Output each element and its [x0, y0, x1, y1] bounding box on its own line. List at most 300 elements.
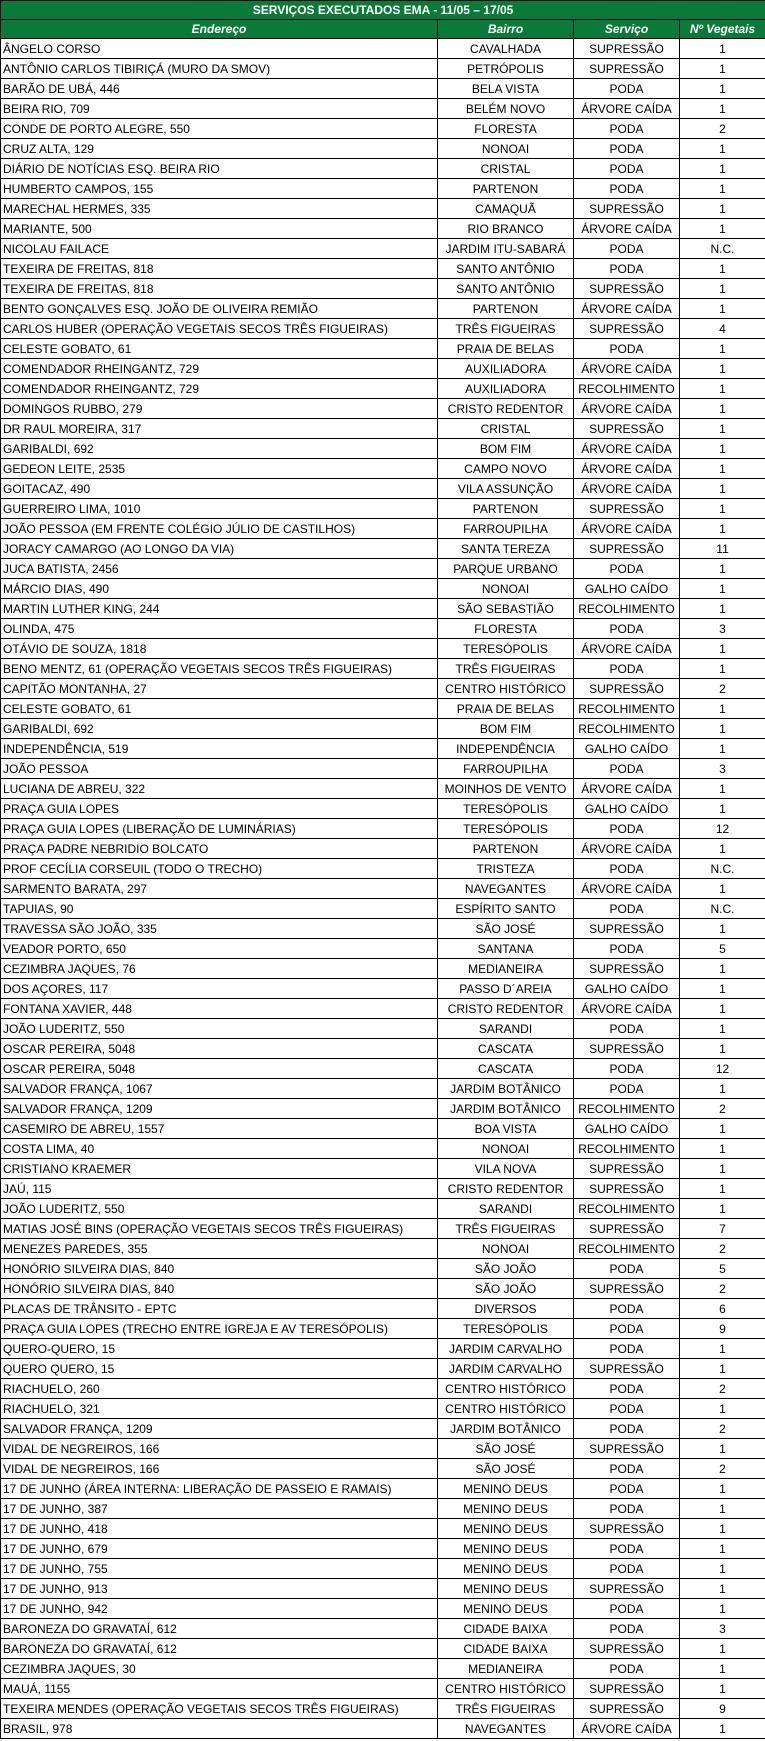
- cell-vegetais: 1: [680, 99, 765, 119]
- cell-endereco: PLACAS DE TRÂNSITO - EPTC: [1, 1299, 438, 1319]
- cell-servico: PODA: [574, 1059, 680, 1079]
- table-row: [1, 1019, 765, 1039]
- cell-vegetais: 1: [680, 1639, 765, 1659]
- cell-vegetais: 1: [680, 299, 765, 319]
- table-row: [1, 999, 765, 1019]
- cell-servico: ÁRVORE CAÍDA: [574, 639, 680, 659]
- cell-bairro: PASSO D´AREIA: [438, 979, 574, 999]
- cell-servico: SUPRESSÃO: [574, 499, 680, 519]
- cell-endereco: OSCAR PEREIRA, 5048: [1, 1039, 438, 1059]
- cell-endereco: BARÃO DE UBÁ, 446: [1, 79, 438, 99]
- cell-bairro: NONOAI: [438, 1239, 574, 1259]
- table-row: [1, 1379, 765, 1399]
- cell-endereco: JUCA BATISTA, 2456: [1, 559, 438, 579]
- cell-vegetais: 1: [680, 519, 765, 539]
- cell-endereco: TEXEIRA DE FREITAS, 818: [1, 279, 438, 299]
- table-row: [1, 799, 765, 819]
- cell-servico: ÁRVORE CAÍDA: [574, 839, 680, 859]
- cell-servico: PODA: [574, 1539, 680, 1559]
- table-title: SERVIÇOS EXECUTADOS EMA - 11/05 – 17/05: [1, 1, 765, 20]
- table-row: [1, 359, 765, 379]
- table-row: [1, 1519, 765, 1539]
- cell-bairro: CRISTAL: [438, 159, 574, 179]
- cell-servico: ÁRVORE CAÍDA: [574, 399, 680, 419]
- cell-endereco: PRAÇA GUIA LOPES (LIBERAÇÃO DE LUMINÁRIAS): [1, 819, 438, 839]
- title-row: [1, 1, 765, 20]
- cell-servico: PODA: [574, 339, 680, 359]
- table-row: [1, 1139, 765, 1159]
- cell-endereco: DOS AÇORES, 117: [1, 979, 438, 999]
- table-row: [1, 1319, 765, 1339]
- cell-vegetais: 1: [680, 419, 765, 439]
- cell-vegetais: 2: [680, 679, 765, 699]
- table-row: [1, 1039, 765, 1059]
- cell-endereco: MARTIN LUTHER KING, 244: [1, 599, 438, 619]
- table-row: [1, 459, 765, 479]
- cell-servico: PODA: [574, 1319, 680, 1339]
- cell-servico: SUPRESSÃO: [574, 1359, 680, 1379]
- cell-servico: SUPRESSÃO: [574, 959, 680, 979]
- table-row: [1, 619, 765, 639]
- cell-bairro: BELÉM NOVO: [438, 99, 574, 119]
- cell-vegetais: 1: [680, 1599, 765, 1619]
- cell-bairro: JARDIM BOTÂNICO: [438, 1079, 574, 1099]
- cell-endereco: DOMINGOS RUBBO, 279: [1, 399, 438, 419]
- cell-servico: PODA: [574, 259, 680, 279]
- cell-servico: PODA: [574, 1499, 680, 1519]
- cell-vegetais: 1: [680, 499, 765, 519]
- table-row: [1, 379, 765, 399]
- column-header-servico: Serviço: [574, 20, 680, 39]
- cell-bairro: CRISTO REDENTOR: [438, 999, 574, 1019]
- table-row: [1, 1499, 765, 1519]
- cell-vegetais: 1: [680, 1019, 765, 1039]
- cell-servico: PODA: [574, 939, 680, 959]
- table-row: [1, 1699, 765, 1719]
- header-row: [1, 20, 765, 39]
- cell-bairro: SÃO JOSÉ: [438, 919, 574, 939]
- cell-endereco: MATIAS JOSÉ BINS (OPERAÇÃO VEGETAIS SECOS TRÊS FIGUEIRAS): [1, 1219, 438, 1239]
- cell-servico: ÁRVORE CAÍDA: [574, 1719, 680, 1739]
- cell-bairro: BELA VISTA: [438, 79, 574, 99]
- cell-vegetais: N.C.: [680, 239, 765, 259]
- table-row: [1, 1299, 765, 1319]
- cell-endereco: PRAÇA GUIA LOPES: [1, 799, 438, 819]
- table-row: [1, 139, 765, 159]
- table-row: [1, 399, 765, 419]
- cell-endereco: 17 DE JUNHO, 387: [1, 1499, 438, 1519]
- cell-bairro: CASCATA: [438, 1039, 574, 1059]
- table-row: [1, 1439, 765, 1459]
- cell-servico: GALHO CAÍDO: [574, 799, 680, 819]
- cell-bairro: TRISTEZA: [438, 859, 574, 879]
- cell-endereco: GARIBALDI, 692: [1, 439, 438, 459]
- cell-servico: PODA: [574, 659, 680, 679]
- table-row: [1, 1539, 765, 1559]
- cell-endereco: HONÓRIO SILVEIRA DIAS, 840: [1, 1259, 438, 1279]
- table-row: [1, 59, 765, 79]
- cell-endereco: 17 DE JUNHO, 755: [1, 1559, 438, 1579]
- cell-bairro: SANTA TEREZA: [438, 539, 574, 559]
- cell-endereco: 17 DE JUNHO, 913: [1, 1579, 438, 1599]
- cell-bairro: TERESÓPOLIS: [438, 799, 574, 819]
- table-row: [1, 1219, 765, 1239]
- table-row: [1, 279, 765, 299]
- cell-endereco: BARONEZA DO GRAVATAÍ, 612: [1, 1639, 438, 1659]
- cell-endereco: BRASIL, 978: [1, 1719, 438, 1739]
- cell-vegetais: 1: [680, 999, 765, 1019]
- table-row: [1, 199, 765, 219]
- cell-vegetais: 1: [680, 279, 765, 299]
- cell-endereco: BEIRA RIO, 709: [1, 99, 438, 119]
- cell-servico: PODA: [574, 1019, 680, 1039]
- cell-servico: PODA: [574, 759, 680, 779]
- cell-bairro: VILA ASSUNÇÃO: [438, 479, 574, 499]
- cell-bairro: MENINO DEUS: [438, 1539, 574, 1559]
- cell-endereco: JOÃO PESSOA (EM FRENTE COLÉGIO JÚLIO DE CASTILHOS): [1, 519, 438, 539]
- cell-servico: PODA: [574, 1399, 680, 1419]
- cell-servico: PODA: [574, 1559, 680, 1579]
- cell-endereco: CONDE DE PORTO ALEGRE, 550: [1, 119, 438, 139]
- cell-bairro: FLORESTA: [438, 119, 574, 139]
- cell-endereco: GARIBALDI, 692: [1, 719, 438, 739]
- cell-servico: SUPRESSÃO: [574, 419, 680, 439]
- table-row: [1, 519, 765, 539]
- cell-servico: PODA: [574, 1419, 680, 1439]
- cell-endereco: CELESTE GOBATO, 61: [1, 339, 438, 359]
- cell-bairro: AUXILIADORA: [438, 359, 574, 379]
- cell-servico: GALHO CAÍDO: [574, 979, 680, 999]
- cell-endereco: QUERO QUERO, 15: [1, 1359, 438, 1379]
- cell-bairro: CENTRO HISTÓRICO: [438, 1399, 574, 1419]
- cell-servico: SUPRESSÃO: [574, 1699, 680, 1719]
- cell-servico: PODA: [574, 139, 680, 159]
- cell-vegetais: 2: [680, 1379, 765, 1399]
- cell-bairro: NAVEGANTES: [438, 879, 574, 899]
- cell-bairro: BOM FIM: [438, 439, 574, 459]
- cell-bairro: PARTENON: [438, 299, 574, 319]
- table-row: [1, 859, 765, 879]
- cell-bairro: CIDADE BAIXA: [438, 1619, 574, 1639]
- cell-vegetais: 3: [680, 619, 765, 639]
- cell-endereco: PROF CECÍLIA CORSEUIL (TODO O TRECHO): [1, 859, 438, 879]
- cell-vegetais: 1: [680, 559, 765, 579]
- cell-servico: GALHO CAÍDO: [574, 1119, 680, 1139]
- cell-endereco: FONTANA XAVIER, 448: [1, 999, 438, 1019]
- cell-bairro: BOM FIM: [438, 719, 574, 739]
- cell-vegetais: 2: [680, 1279, 765, 1299]
- cell-vegetais: 1: [680, 799, 765, 819]
- table-row: [1, 119, 765, 139]
- cell-vegetais: N.C.: [680, 899, 765, 919]
- cell-bairro: SÃO JOSÉ: [438, 1459, 574, 1479]
- table-row: [1, 719, 765, 739]
- cell-endereco: SALVADOR FRANÇA, 1067: [1, 1079, 438, 1099]
- cell-vegetais: 6: [680, 1299, 765, 1319]
- cell-endereco: CEZIMBRA JAQUES, 76: [1, 959, 438, 979]
- table-row: [1, 419, 765, 439]
- cell-vegetais: 1: [680, 1559, 765, 1579]
- cell-endereco: TEXEIRA MENDES (OPERAÇÃO VEGETAIS SECOS TRÊS FIGUEIRAS): [1, 1699, 438, 1719]
- cell-vegetais: 1: [680, 779, 765, 799]
- cell-servico: RECOLHIMENTO: [574, 1099, 680, 1119]
- cell-vegetais: 1: [680, 1519, 765, 1539]
- cell-bairro: FARROUPILHA: [438, 759, 574, 779]
- cell-bairro: NONOAI: [438, 579, 574, 599]
- cell-servico: PODA: [574, 119, 680, 139]
- table-row: [1, 599, 765, 619]
- table-row: [1, 899, 765, 919]
- cell-endereco: PRAÇA GUIA LOPES (TRECHO ENTRE IGREJA E AV TERESÓPOLIS): [1, 1319, 438, 1339]
- cell-bairro: VILA NOVA: [438, 1159, 574, 1179]
- table-row: [1, 639, 765, 659]
- cell-endereco: HUMBERTO CAMPOS, 155: [1, 179, 438, 199]
- cell-vegetais: 1: [680, 399, 765, 419]
- table-row: [1, 299, 765, 319]
- cell-servico: ÁRVORE CAÍDA: [574, 879, 680, 899]
- cell-servico: ÁRVORE CAÍDA: [574, 439, 680, 459]
- cell-endereco: RIACHUELO, 260: [1, 1379, 438, 1399]
- cell-servico: PODA: [574, 619, 680, 639]
- cell-vegetais: 1: [680, 219, 765, 239]
- cell-endereco: PRAÇA PADRE NEBRIDIO BOLCATO: [1, 839, 438, 859]
- cell-endereco: SARMENTO BARATA, 297: [1, 879, 438, 899]
- cell-bairro: MEDIANEIRA: [438, 959, 574, 979]
- cell-servico: ÁRVORE CAÍDA: [574, 479, 680, 499]
- cell-vegetais: 1: [680, 459, 765, 479]
- cell-vegetais: 1: [680, 139, 765, 159]
- table-row: [1, 939, 765, 959]
- cell-endereco: CRISTIANO KRAEMER: [1, 1159, 438, 1179]
- table-row: [1, 759, 765, 779]
- cell-vegetais: 2: [680, 1239, 765, 1259]
- table-row: [1, 179, 765, 199]
- cell-bairro: DIVERSOS: [438, 1299, 574, 1319]
- table-row: [1, 679, 765, 699]
- cell-bairro: JARDIM BOTÂNICO: [438, 1099, 574, 1119]
- cell-servico: SUPRESSÃO: [574, 1039, 680, 1059]
- cell-endereco: BENTO GONÇALVES ESQ. JOÃO DE OLIVEIRA REMIÃO: [1, 299, 438, 319]
- cell-bairro: JARDIM CARVALHO: [438, 1359, 574, 1379]
- cell-servico: PODA: [574, 179, 680, 199]
- cell-vegetais: 1: [680, 359, 765, 379]
- cell-bairro: MENINO DEUS: [438, 1579, 574, 1599]
- table-row: [1, 1339, 765, 1359]
- cell-bairro: FLORESTA: [438, 619, 574, 639]
- cell-servico: PODA: [574, 1599, 680, 1619]
- cell-endereco: MARECHAL HERMES, 335: [1, 199, 438, 219]
- cell-endereco: 17 DE JUNHO (ÁREA INTERNA: LIBERAÇÃO DE PASSEIO E RAMAIS): [1, 1479, 438, 1499]
- table-row: [1, 1579, 765, 1599]
- cell-bairro: SÃO JOSÉ: [438, 1439, 574, 1459]
- cell-bairro: NONOAI: [438, 1139, 574, 1159]
- table-row: [1, 739, 765, 759]
- table-row: [1, 1159, 765, 1179]
- cell-servico: PODA: [574, 1379, 680, 1399]
- table-row: [1, 1279, 765, 1299]
- cell-servico: GALHO CAÍDO: [574, 739, 680, 759]
- table-row: [1, 479, 765, 499]
- cell-bairro: MEDIANEIRA: [438, 1659, 574, 1679]
- cell-vegetais: 3: [680, 1619, 765, 1639]
- cell-vegetais: 4: [680, 319, 765, 339]
- cell-servico: ÁRVORE CAÍDA: [574, 779, 680, 799]
- cell-endereco: CARLOS HUBER (OPERAÇÃO VEGETAIS SECOS TRÊS FIGUEIRAS): [1, 319, 438, 339]
- cell-servico: SUPRESSÃO: [574, 1519, 680, 1539]
- cell-servico: SUPRESSÃO: [574, 1639, 680, 1659]
- cell-bairro: JARDIM ITU-SABARÁ: [438, 239, 574, 259]
- table-row: [1, 879, 765, 899]
- cell-vegetais: 1: [680, 719, 765, 739]
- cell-vegetais: 1: [680, 1579, 765, 1599]
- cell-servico: RECOLHIMENTO: [574, 1139, 680, 1159]
- cell-vegetais: 2: [680, 1459, 765, 1479]
- table-row: [1, 819, 765, 839]
- table-row: [1, 579, 765, 599]
- cell-endereco: MARIANTE, 500: [1, 219, 438, 239]
- cell-vegetais: 1: [680, 1439, 765, 1459]
- table-row: [1, 559, 765, 579]
- cell-servico: GALHO CAÍDO: [574, 579, 680, 599]
- cell-servico: ÁRVORE CAÍDA: [574, 459, 680, 479]
- cell-servico: SUPRESSÃO: [574, 59, 680, 79]
- table-row: [1, 319, 765, 339]
- table-row: [1, 1659, 765, 1679]
- cell-servico: SUPRESSÃO: [574, 39, 680, 59]
- table-row: [1, 659, 765, 679]
- cell-servico: ÁRVORE CAÍDA: [574, 299, 680, 319]
- cell-endereco: GEDEON LEITE, 2535: [1, 459, 438, 479]
- column-header-endereco: Endereço: [1, 20, 438, 39]
- cell-bairro: SÃO JOÃO: [438, 1259, 574, 1279]
- table-row: [1, 1079, 765, 1099]
- table-row: [1, 1059, 765, 1079]
- table-row: [1, 1199, 765, 1219]
- cell-endereco: BARONEZA DO GRAVATAÍ, 612: [1, 1619, 438, 1639]
- cell-vegetais: 1: [680, 1719, 765, 1739]
- table-row: [1, 239, 765, 259]
- cell-vegetais: 1: [680, 1659, 765, 1679]
- cell-endereco: OSCAR PEREIRA, 5048: [1, 1059, 438, 1079]
- cell-servico: PODA: [574, 159, 680, 179]
- cell-endereco: DR RAUL MOREIRA, 317: [1, 419, 438, 439]
- cell-vegetais: 1: [680, 599, 765, 619]
- cell-bairro: PETRÓPOLIS: [438, 59, 574, 79]
- cell-endereco: LUCIANA DE ABREU, 322: [1, 779, 438, 799]
- cell-bairro: AUXILIADORA: [438, 379, 574, 399]
- cell-vegetais: 1: [680, 579, 765, 599]
- cell-endereco: MENEZES PAREDES, 355: [1, 1239, 438, 1259]
- table-row: [1, 699, 765, 719]
- cell-bairro: TRÊS FIGUEIRAS: [438, 659, 574, 679]
- cell-vegetais: 2: [680, 119, 765, 139]
- cell-servico: ÁRVORE CAÍDA: [574, 99, 680, 119]
- cell-servico: PODA: [574, 1339, 680, 1359]
- cell-endereco: VIDAL DE NEGREIROS, 166: [1, 1439, 438, 1459]
- cell-servico: SUPRESSÃO: [574, 1579, 680, 1599]
- cell-endereco: COMENDADOR RHEINGANTZ, 729: [1, 379, 438, 399]
- cell-endereco: VEADOR PORTO, 650: [1, 939, 438, 959]
- cell-endereco: CAPITÃO MONTANHA, 27: [1, 679, 438, 699]
- cell-endereco: QUERO-QUERO, 15: [1, 1339, 438, 1359]
- cell-servico: RECOLHIMENTO: [574, 719, 680, 739]
- cell-bairro: TERESÓPOLIS: [438, 819, 574, 839]
- cell-servico: PODA: [574, 899, 680, 919]
- table-row: [1, 1119, 765, 1139]
- table-row: [1, 1679, 765, 1699]
- table-row: [1, 1399, 765, 1419]
- cell-vegetais: 1: [680, 39, 765, 59]
- cell-servico: ÁRVORE CAÍDA: [574, 359, 680, 379]
- cell-vegetais: 1: [680, 1179, 765, 1199]
- cell-vegetais: 1: [680, 79, 765, 99]
- cell-servico: RECOLHIMENTO: [574, 1199, 680, 1219]
- table-row: [1, 979, 765, 999]
- table-row: [1, 99, 765, 119]
- cell-bairro: CAMAQUÃ: [438, 199, 574, 219]
- cell-servico: PODA: [574, 1479, 680, 1499]
- cell-servico: SUPRESSÃO: [574, 1439, 680, 1459]
- table-row: [1, 1459, 765, 1479]
- cell-servico: SUPRESSÃO: [574, 279, 680, 299]
- table-row: [1, 499, 765, 519]
- cell-bairro: NONOAI: [438, 139, 574, 159]
- cell-vegetais: 5: [680, 1259, 765, 1279]
- cell-bairro: CRISTAL: [438, 419, 574, 439]
- cell-vegetais: 12: [680, 1059, 765, 1079]
- cell-servico: RECOLHIMENTO: [574, 1239, 680, 1259]
- table-row: [1, 1099, 765, 1119]
- cell-bairro: CENTRO HISTÓRICO: [438, 1679, 574, 1699]
- cell-endereco: MÁRCIO DIAS, 490: [1, 579, 438, 599]
- table-row: [1, 959, 765, 979]
- cell-endereco: DIÁRIO DE NOTÍCIAS ESQ. BEIRA RIO: [1, 159, 438, 179]
- column-header-bairro: Bairro: [438, 20, 574, 39]
- cell-servico: RECOLHIMENTO: [574, 379, 680, 399]
- cell-bairro: CAMPO NOVO: [438, 459, 574, 479]
- table-row: [1, 1599, 765, 1619]
- table-row: [1, 1359, 765, 1379]
- cell-endereco: CELESTE GOBATO, 61: [1, 699, 438, 719]
- cell-endereco: CEZIMBRA JAQUES, 30: [1, 1659, 438, 1679]
- cell-endereco: CRUZ ALTA, 129: [1, 139, 438, 159]
- cell-bairro: CRISTO REDENTOR: [438, 1179, 574, 1199]
- cell-endereco: JOÃO LUDERITZ, 550: [1, 1019, 438, 1039]
- cell-endereco: GOITACAZ, 490: [1, 479, 438, 499]
- cell-bairro: PARQUE URBANO: [438, 559, 574, 579]
- cell-bairro: CENTRO HISTÓRICO: [438, 679, 574, 699]
- table-row: [1, 919, 765, 939]
- cell-servico: SUPRESSÃO: [574, 539, 680, 559]
- cell-vegetais: 2: [680, 1419, 765, 1439]
- cell-endereco: COSTA LIMA, 40: [1, 1139, 438, 1159]
- table-row: [1, 159, 765, 179]
- cell-servico: SUPRESSÃO: [574, 1159, 680, 1179]
- cell-bairro: TERESÓPOLIS: [438, 639, 574, 659]
- table-row: [1, 439, 765, 459]
- cell-vegetais: 1: [680, 879, 765, 899]
- cell-servico: SUPRESSÃO: [574, 679, 680, 699]
- cell-vegetais: 1: [680, 1139, 765, 1159]
- cell-servico: RECOLHIMENTO: [574, 599, 680, 619]
- cell-endereco: GUERREIRO LIMA, 1010: [1, 499, 438, 519]
- table-row: [1, 1479, 765, 1499]
- table-row: [1, 79, 765, 99]
- cell-bairro: RIO BRANCO: [438, 219, 574, 239]
- cell-endereco: ÂNGELO CORSO: [1, 39, 438, 59]
- cell-servico: SUPRESSÃO: [574, 919, 680, 939]
- cell-bairro: SÃO JOÃO: [438, 1279, 574, 1299]
